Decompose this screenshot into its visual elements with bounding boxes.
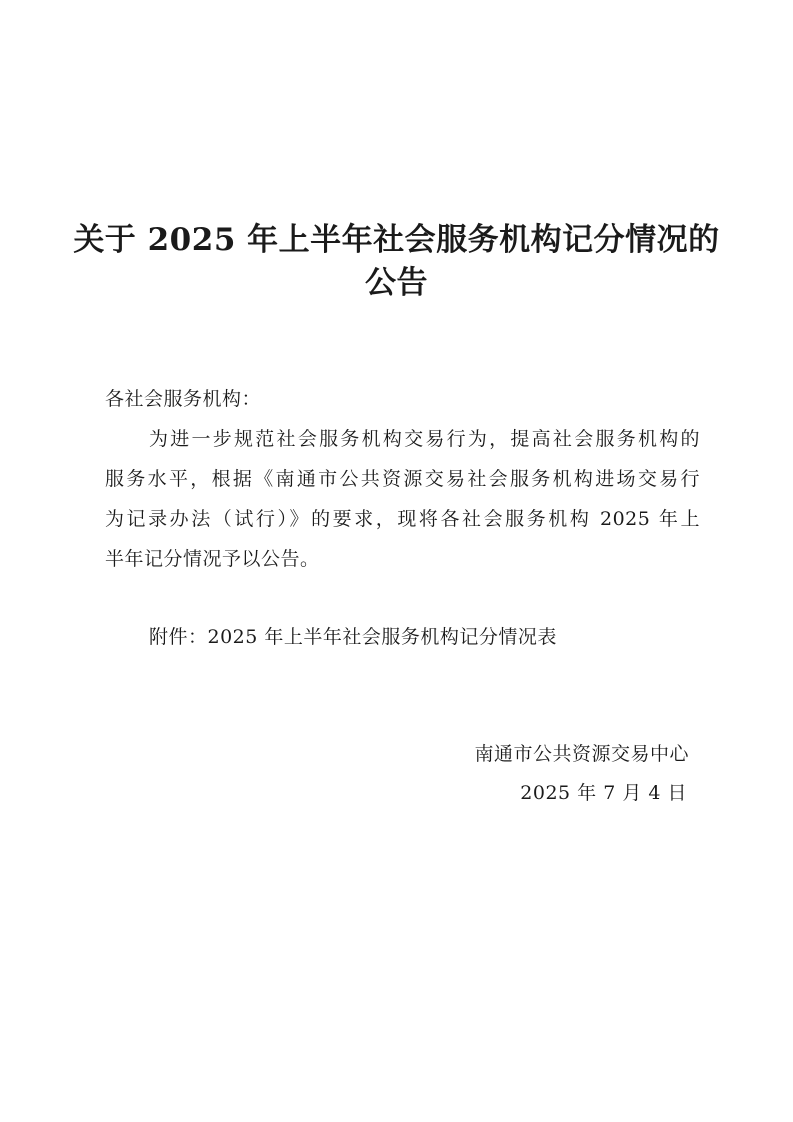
document-title-line-2: 公告 — [365, 265, 428, 301]
attachment-note: 附件：2025 年上半年社会服务机构记分情况表 — [149, 626, 557, 648]
document-title-line-1: 关于 2025 年上半年社会服务机构记分情况的 — [73, 222, 720, 258]
signature-organization: 南通市公共资源交易中心 — [474, 743, 689, 765]
salutation: 各社会服务机构： — [105, 388, 262, 410]
signature-date: 2025 年 7 月 4 日 — [520, 782, 687, 804]
paragraph-line-4: 半年记分情况予以公告。 — [105, 548, 320, 570]
paragraph-line-3: 为记录办法（试行）》的要求，现将各社会服务机构 2025 年上 — [105, 508, 700, 530]
paragraph-line-2: 服务水平，根据《南通市公共资源交易社会服务机构进场交易行 — [105, 468, 700, 490]
paragraph-line-1: 为进一步规范社会服务机构交易行为，提高社会服务机构的 — [149, 428, 700, 450]
